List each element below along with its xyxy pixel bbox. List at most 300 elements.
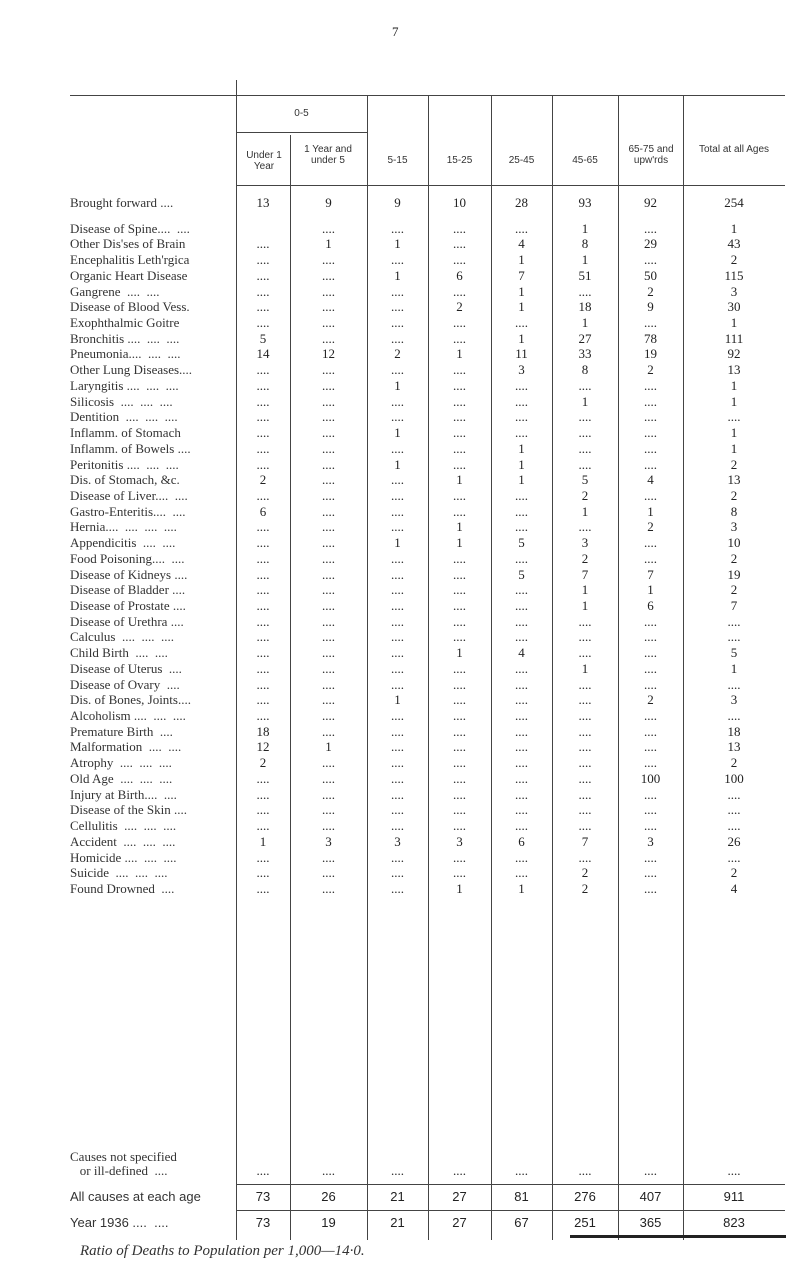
cell-1: 14 <box>256 346 270 361</box>
cell-3: .... <box>391 787 404 802</box>
cell-1: .... <box>256 362 270 377</box>
cell-6: 1 <box>581 252 589 267</box>
row-label: or ill-defined .... <box>70 1163 168 1178</box>
cell-1: .... <box>256 614 270 629</box>
cell-3: .... <box>391 315 404 330</box>
cell-4: .... <box>453 865 466 880</box>
cell-4: .... <box>453 1163 466 1178</box>
cell-4: .... <box>453 362 466 377</box>
row-label: Disease of Bladder .... <box>70 582 186 597</box>
row-label: Peritonitis .... .... .... <box>70 457 179 472</box>
cell-4: .... <box>453 551 466 566</box>
cell-7: 3 <box>647 834 654 849</box>
cell-1: .... <box>256 802 270 817</box>
cell-4: .... <box>453 441 466 456</box>
cell-5: 1 <box>518 284 525 299</box>
cell-8: .... <box>727 850 741 865</box>
cell-1: .... <box>256 441 270 456</box>
table-row <box>0 332 800 345</box>
cell-6: .... <box>578 441 592 456</box>
cell-7: .... <box>644 1163 657 1178</box>
row-label: Organic Heart Disease <box>70 268 188 283</box>
table-row <box>0 693 800 706</box>
page-number: 7 <box>392 24 399 39</box>
cell-6: .... <box>578 787 592 802</box>
cell-6: .... <box>578 614 592 629</box>
table-row <box>0 788 800 801</box>
cell-3: .... <box>391 488 404 503</box>
cell-4: .... <box>453 252 466 267</box>
cell-3: .... <box>391 284 404 299</box>
cell-8: 1 <box>730 441 738 456</box>
cell-6: .... <box>578 425 592 440</box>
cell-7: .... <box>644 629 657 644</box>
cell-8: 13 <box>727 362 741 377</box>
cell-8: 1 <box>730 221 738 236</box>
cell-2: .... <box>322 771 335 786</box>
cell-4: .... <box>453 629 466 644</box>
row-label: Cellulitis .... .... .... <box>70 818 177 833</box>
row-label: Hernia.... .... .... .... <box>70 519 177 534</box>
header-45-65: 45-65 <box>572 155 598 166</box>
cell-2: .... <box>322 362 335 377</box>
bottom-heavy-rule <box>570 1235 786 1238</box>
cell-3: .... <box>391 850 404 865</box>
cell-4: .... <box>453 614 466 629</box>
cell-5: 3 <box>518 362 525 377</box>
cell-1: .... <box>256 425 270 440</box>
cell-4: .... <box>453 708 466 723</box>
cell-5: .... <box>515 692 528 707</box>
cell-7: 29 <box>644 236 657 251</box>
cell-6: .... <box>578 645 592 660</box>
cell-6: 3 <box>581 535 589 550</box>
cell-4: .... <box>453 771 466 786</box>
cell-1: .... <box>256 629 270 644</box>
cell-5: 5 <box>518 567 525 582</box>
cell-1: .... <box>256 535 270 550</box>
row-label: Suicide .... .... .... <box>70 865 168 880</box>
cell-2: .... <box>322 629 335 644</box>
cell-7: .... <box>644 677 657 692</box>
cell-4: 1 <box>456 472 463 487</box>
row-label: Dis. of Stomach, &c. <box>70 472 180 487</box>
cell-3: .... <box>391 519 404 534</box>
cell-1: .... <box>256 865 270 880</box>
table-row <box>0 489 800 502</box>
table-row <box>0 678 800 691</box>
cell-5: 1 <box>518 881 525 896</box>
cell-1: 13 <box>256 195 270 210</box>
cell-2: 3 <box>325 834 332 849</box>
cell-6: .... <box>578 739 592 754</box>
cell-1: .... <box>256 551 270 566</box>
header-5-15: 5-15 <box>387 155 408 166</box>
cell-4: 6 <box>456 268 463 283</box>
cell-2: .... <box>322 551 335 566</box>
cell-1: 2 <box>259 755 267 770</box>
cell-6: 7 <box>581 567 589 582</box>
table-row <box>0 347 800 360</box>
cell-4: .... <box>453 567 466 582</box>
cell-2: .... <box>322 504 335 519</box>
cell-6: 1 <box>581 394 589 409</box>
cell-6: 2 <box>581 881 589 896</box>
table-row <box>0 568 800 581</box>
cell-5: .... <box>515 708 528 723</box>
cell-3: .... <box>391 472 404 487</box>
row-label: Inflamm. of Bowels .... <box>70 441 191 456</box>
cell-8: 100 <box>724 771 744 786</box>
cell-3: 1 <box>394 425 401 440</box>
cell-3: 1 <box>394 535 401 550</box>
row-label: Exophthalmic Goitre <box>70 315 180 330</box>
cell-7: .... <box>644 850 657 865</box>
cell-7: 19 <box>644 346 657 361</box>
cell-8: 26 <box>727 834 741 849</box>
header-divider <box>236 132 367 133</box>
cell-5: .... <box>515 425 528 440</box>
cell-5: .... <box>515 755 528 770</box>
cell-7: .... <box>644 535 657 550</box>
cell-3: .... <box>391 252 404 267</box>
row-label: Disease of Prostate .... <box>70 598 186 613</box>
cell-8: 19 <box>727 567 741 582</box>
cell-2: .... <box>322 677 335 692</box>
table-row <box>0 316 800 329</box>
cell-3: .... <box>391 582 404 597</box>
cell-7: 7 <box>647 567 654 582</box>
cell-5: .... <box>515 504 528 519</box>
cell-3: .... <box>391 1163 404 1178</box>
cell-8: 43 <box>727 236 741 251</box>
cell-8: 30 <box>727 299 741 314</box>
cell-8: 5 <box>730 645 738 660</box>
cell-1: .... <box>256 661 270 676</box>
cell-8: 13 <box>727 739 741 754</box>
cell-8: 2 <box>730 551 738 566</box>
cell-2: .... <box>322 252 335 267</box>
cell-7: 50 <box>644 268 657 283</box>
cell-5: .... <box>515 551 528 566</box>
table-row <box>0 253 800 266</box>
cell-1: 1 <box>259 834 267 849</box>
cell-2: .... <box>322 724 335 739</box>
cell-4: .... <box>453 661 466 676</box>
cell-4: .... <box>453 331 466 346</box>
cell-4: 1 <box>456 535 463 550</box>
cell-5: 6 <box>518 834 525 849</box>
cell-6: .... <box>578 771 592 786</box>
cell-6: 1 <box>581 582 589 597</box>
cell-5: 7 <box>518 268 525 283</box>
cell-5: .... <box>515 221 528 236</box>
cell-5: .... <box>515 771 528 786</box>
cell-4: .... <box>453 425 466 440</box>
cell-7: 100 <box>640 771 661 786</box>
cell-1: 6 <box>259 504 267 519</box>
cell-7: 365 <box>639 1215 662 1230</box>
cell-3: .... <box>391 362 404 377</box>
cell-5: .... <box>515 409 528 424</box>
cell-5: 11 <box>515 346 528 361</box>
row-label: Dis. of Bones, Joints.... <box>70 692 191 707</box>
cell-3: .... <box>391 551 404 566</box>
cell-2: .... <box>322 614 335 629</box>
row-label: Disease of Uterus .... <box>70 661 182 676</box>
table-row <box>0 851 800 864</box>
cell-2: 1 <box>325 236 332 251</box>
cell-4: 10 <box>453 195 466 210</box>
cell-8: 111 <box>724 331 744 346</box>
cell-1: .... <box>256 582 270 597</box>
cell-2: .... <box>322 535 335 550</box>
row-label: Disease of the Skin .... <box>70 802 187 817</box>
cell-3: 21 <box>390 1215 405 1230</box>
cell-4: .... <box>453 284 466 299</box>
cell-4: .... <box>453 692 466 707</box>
table-row <box>0 269 800 282</box>
cell-7: .... <box>644 802 657 817</box>
cell-1: 18 <box>256 724 270 739</box>
table-row <box>0 395 800 408</box>
table-row <box>0 803 800 816</box>
cell-4: .... <box>453 677 466 692</box>
cell-3: .... <box>391 818 404 833</box>
cell-3: .... <box>391 865 404 880</box>
cell-5: .... <box>515 315 528 330</box>
cell-2: .... <box>322 472 335 487</box>
cell-5: 4 <box>518 645 525 660</box>
cell-8: 3 <box>730 284 738 299</box>
cell-4: .... <box>453 394 466 409</box>
cell-4: .... <box>453 236 466 251</box>
cell-1: .... <box>256 488 270 503</box>
cell-6: .... <box>578 755 592 770</box>
cell-4: .... <box>453 504 466 519</box>
row-label: Laryngitis .... .... .... <box>70 378 179 393</box>
cell-1: 2 <box>259 472 267 487</box>
cell-1: 73 <box>255 1215 271 1230</box>
cell-7: .... <box>644 252 657 267</box>
cell-1: .... <box>256 252 270 267</box>
cell-2: 26 <box>321 1189 336 1204</box>
cell-2: .... <box>322 582 335 597</box>
cell-1: .... <box>256 771 270 786</box>
row-label: Appendicitis .... .... <box>70 535 176 550</box>
cell-3: .... <box>391 441 404 456</box>
cell-8: 254 <box>724 195 744 210</box>
cell-8: .... <box>727 802 741 817</box>
cell-3: .... <box>391 755 404 770</box>
cell-1: .... <box>256 787 270 802</box>
cell-4: .... <box>453 582 466 597</box>
cell-5: .... <box>515 677 528 692</box>
cell-7: .... <box>644 409 657 424</box>
cell-5: 67 <box>514 1215 529 1230</box>
table-row <box>0 285 800 298</box>
cell-4: 1 <box>456 346 463 361</box>
cell-5: .... <box>515 519 528 534</box>
cell-3: .... <box>391 724 404 739</box>
cell-5: .... <box>515 598 528 613</box>
cell-5: .... <box>515 614 528 629</box>
cell-4: .... <box>453 315 466 330</box>
cell-4: .... <box>453 818 466 833</box>
cell-5: 4 <box>518 236 525 251</box>
cell-4: .... <box>453 739 466 754</box>
cell-5: .... <box>515 739 528 754</box>
cell-7: .... <box>644 724 657 739</box>
row-label: Disease of Ovary .... <box>70 677 180 692</box>
cell-6: .... <box>578 850 592 865</box>
cell-8: 4 <box>730 881 738 896</box>
cell-2: .... <box>322 519 335 534</box>
cell-3: .... <box>391 614 404 629</box>
cell-6: 1 <box>581 315 589 330</box>
cell-6: 8 <box>581 362 589 377</box>
cell-4: 1 <box>456 645 463 660</box>
cell-4: .... <box>453 724 466 739</box>
cell-1: .... <box>256 567 270 582</box>
cell-7: .... <box>644 394 657 409</box>
cell-3: 1 <box>394 692 401 707</box>
cell-1: 73 <box>255 1189 271 1204</box>
row-label: Food Poisoning.... .... <box>70 551 185 566</box>
cell-2: .... <box>322 409 335 424</box>
cell-7: 2 <box>647 519 654 534</box>
cell-7: .... <box>644 221 657 236</box>
table-row <box>0 426 800 439</box>
cell-2: .... <box>322 268 335 283</box>
table-row <box>0 300 800 313</box>
cell-5: .... <box>515 787 528 802</box>
table-row <box>0 756 800 769</box>
cell-8: .... <box>727 708 741 723</box>
cell-6: 33 <box>578 346 592 361</box>
cell-2: .... <box>322 755 335 770</box>
row-label: Gangrene .... .... <box>70 284 160 299</box>
cell-2: .... <box>322 567 335 582</box>
cell-7: 4 <box>647 472 654 487</box>
row-label: Disease of Liver.... .... <box>70 488 188 503</box>
cell-7: 1 <box>647 582 654 597</box>
row-label: Old Age .... .... .... <box>70 771 173 786</box>
cell-6: .... <box>578 677 592 692</box>
cell-1: .... <box>256 268 270 283</box>
cell-7: .... <box>644 708 657 723</box>
row-label: Pneumonia.... .... .... <box>70 346 181 361</box>
cell-2: .... <box>322 425 335 440</box>
header-15-25: 15-25 <box>446 155 473 166</box>
cell-1: .... <box>256 299 270 314</box>
cell-8: .... <box>727 677 741 692</box>
cell-2: .... <box>322 378 335 393</box>
cell-3: .... <box>391 331 404 346</box>
cell-5: .... <box>515 378 528 393</box>
death-ratio-note: Ratio of Deaths to Population per 1,000—14·0. <box>80 1243 365 1259</box>
row-label: Atrophy .... .... .... <box>70 755 172 770</box>
cell-7: .... <box>644 739 657 754</box>
cell-6: 251 <box>574 1215 596 1230</box>
cell-5: .... <box>515 1163 528 1178</box>
cell-3: .... <box>391 739 404 754</box>
table-row <box>0 835 800 848</box>
cell-8: 3 <box>730 519 738 534</box>
header-0-5: 0-5 <box>294 108 309 119</box>
cell-2: .... <box>322 708 335 723</box>
cell-8: 1 <box>730 315 738 330</box>
cell-6: 8 <box>581 236 589 251</box>
cell-4: .... <box>453 787 466 802</box>
cell-6: 18 <box>578 299 592 314</box>
table-row <box>0 379 800 392</box>
row-label: Malformation .... .... <box>70 739 182 754</box>
cell-7: 2 <box>647 692 654 707</box>
cell-1: .... <box>256 708 270 723</box>
cell-2: .... <box>322 394 335 409</box>
cell-5: .... <box>515 850 528 865</box>
cell-1: 12 <box>256 739 270 754</box>
table-row <box>0 740 800 753</box>
row-label: Calculus .... .... .... <box>70 629 174 644</box>
table-row <box>0 819 800 832</box>
cell-5: .... <box>515 818 528 833</box>
cell-8: 2 <box>730 865 738 880</box>
cell-1: .... <box>256 409 270 424</box>
row-label: Disease of Spine.... .... <box>70 221 190 236</box>
cell-8: .... <box>727 818 741 833</box>
cell-8: 10 <box>727 535 741 550</box>
cell-6: 2 <box>581 551 589 566</box>
cell-5: 28 <box>515 195 528 210</box>
table-row <box>0 630 800 643</box>
table-row <box>0 410 800 423</box>
cell-1: .... <box>256 394 270 409</box>
cell-1: .... <box>256 818 270 833</box>
row-label: Year 1936 .... .... <box>70 1215 169 1230</box>
cell-3: 1 <box>394 378 401 393</box>
cell-4: .... <box>453 409 466 424</box>
row-label: Silicosis .... .... .... <box>70 394 173 409</box>
cell-4: 2 <box>456 299 463 314</box>
cell-7: .... <box>644 818 657 833</box>
cell-3: .... <box>391 645 404 660</box>
cell-1: .... <box>256 519 270 534</box>
table-row <box>0 442 800 455</box>
cell-3: .... <box>391 881 404 896</box>
cell-4: 1 <box>456 881 463 896</box>
row-label: Disease of Urethra .... <box>70 614 184 629</box>
cell-5: .... <box>515 661 528 676</box>
table-row-year-1936 <box>0 1216 800 1229</box>
cell-5: 1 <box>518 331 525 346</box>
cell-7: 92 <box>644 195 657 210</box>
table-row <box>0 196 800 209</box>
table-row <box>0 772 800 785</box>
cell-7: .... <box>644 787 657 802</box>
cell-8: 115 <box>724 268 744 283</box>
cell-7: 9 <box>647 299 654 314</box>
cell-2: .... <box>322 457 335 472</box>
row-label: Premature Birth .... <box>70 724 173 739</box>
row-label: Child Birth .... .... <box>70 645 168 660</box>
cell-8: 18 <box>727 724 741 739</box>
totals-top-rule <box>236 1184 785 1185</box>
cell-6: .... <box>578 1163 592 1178</box>
table-row <box>0 725 800 738</box>
cell-4: .... <box>453 378 466 393</box>
